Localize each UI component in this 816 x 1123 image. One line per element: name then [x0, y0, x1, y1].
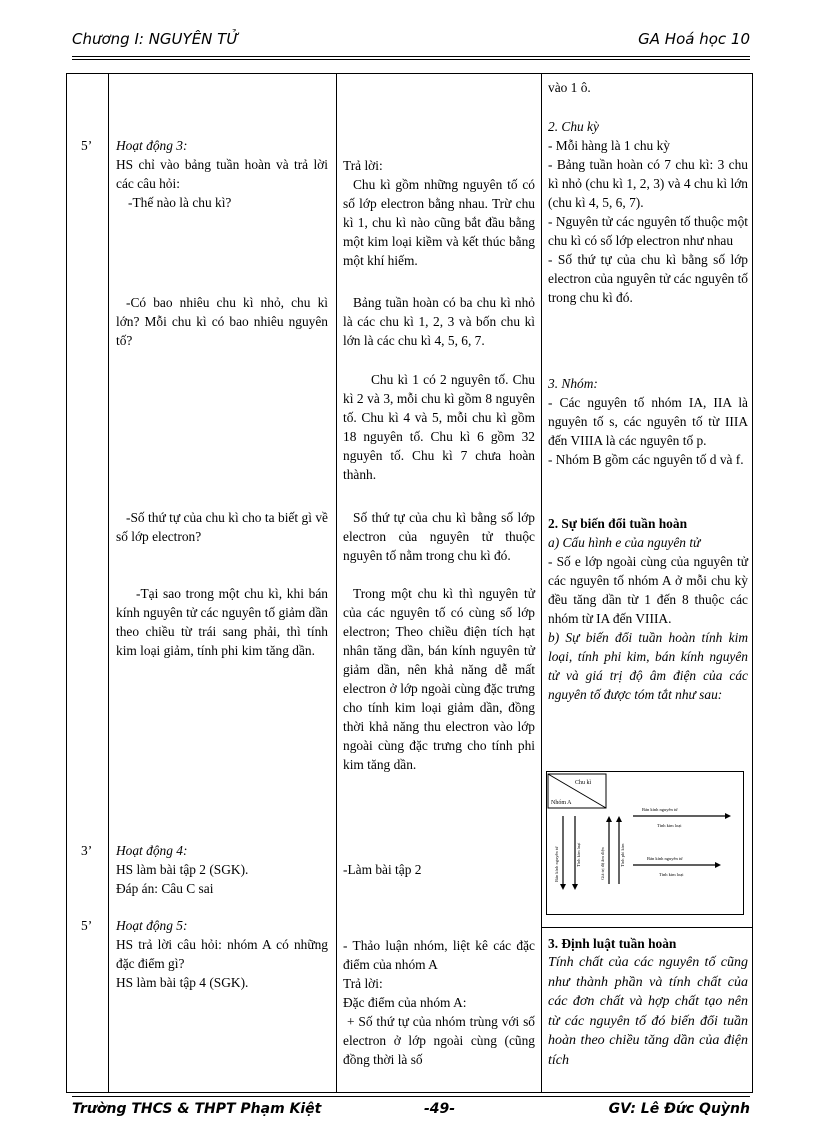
answer-so-lop: Số thứ tự của chu kì bằng số lớp electron của nguyên tử thuộc nguyên tố nằm trong chu kì đó. [343, 510, 535, 563]
student-activity-column [337, 74, 542, 1093]
arrow1-bottom-label: Tính kim loại [657, 823, 682, 828]
activity-3-intro: HS chỉ vào bảng tuần hoàn và trả lời các câu hỏi: [116, 157, 328, 191]
arrow-vertical-head-3 [606, 816, 612, 822]
header-rule-thin [72, 59, 750, 60]
content-top-line: vào 1 ô. [548, 80, 591, 95]
arrow-vertical-head-2 [572, 884, 578, 890]
school-name: Trường THCS & THPT Phạm Kiệt [72, 1101, 322, 1117]
arrow-head-2 [715, 862, 721, 868]
question-chu-ki: -Thế nào là chu kì? [128, 195, 232, 210]
footer-rule [72, 1096, 750, 1097]
nhom-item-2: - Nhóm B gồm các nguyên tố d và f. [548, 452, 744, 467]
activity-5-answer-label: Trả lời: [343, 976, 383, 991]
page-number: -49- [424, 1101, 456, 1117]
activity-5 [116, 916, 328, 992]
activity-4-title: Hoạt động 4: [116, 843, 188, 858]
header-rule [72, 56, 750, 57]
cau-hinh-title: a) Cấu hình e của nguyên tử [548, 535, 701, 550]
vertical-label-3: Giá trị độ âm điện [600, 847, 605, 880]
section-dinh-luat [548, 934, 748, 1070]
activity-4-answer: Đáp án: Câu C sai [116, 881, 214, 896]
activity-3-title: Hoạt động 3: [116, 138, 188, 153]
dinh-luat-text: Tính chất của các nguyên tố cũng như thành phần và tính chất của các đơn chất và hợp chất tạo nên từ các nguyên tố đó biến đổi tuần hoàn theo chiều tăng dần của điện tích [548, 955, 748, 1068]
chapter-title: Chương I: NGUYÊN TỬ [72, 30, 239, 48]
nhom-item-1: - Các nguyên tố nhóm IA, IIA là nguyên tố s, các nguyên tố từ IIIA đến VIIIA là các nguyên tố p. [548, 395, 748, 448]
teacher-name: GV: Lê Đức Quỳnh [608, 1101, 750, 1117]
time-row-1: 5’ [81, 138, 93, 153]
answer-ban-kinh: Trong một chu kì thì nguyên tử của các nguyên tố có cùng số lớp electron; Theo chiều điện tích hạt nhân tăng dần, bán kính nguyên tử giảm dần, nên khả năng dễ mất electron ở lớp ngoài cùng đặc trưng cho tính kim loại giảm dần, đồng thời khả năng thu electron vào lớp ngoài cùng đặc trưng cho tính phi kim tăng dần. [343, 586, 535, 772]
vertical-label-4: Tính phi kim [620, 843, 625, 867]
question-so-lop: -Số thứ tự của chu kì cho ta biết gì về số lớp electron? [116, 510, 328, 544]
vertical-label-2: Tính kim loại [576, 842, 581, 867]
chu-ky-item-4: - Số thứ tự của chu kì bằng số lớp electron của nguyên tử các nguyên tố trong chu kì đó. [548, 252, 748, 305]
arrow-vertical-head-1 [560, 884, 566, 890]
arrow-vertical-head-4 [616, 816, 622, 822]
section-nhom [548, 374, 748, 469]
arrow2-bottom-label: Tính kim loại [659, 872, 684, 877]
question-chu-ki-count: -Có bao nhiêu chu kì nhỏ, chu kì lớn? Mỗi chu kì có bao nhiêu nguyên tố? [116, 295, 328, 348]
section-bien-doi-title: 2. Sự biến đổi tuần hoàn [548, 516, 688, 531]
section-divider [542, 927, 752, 928]
answer-chu-ki: Chu kì gồm những nguyên tố có số lớp electron bằng nhau. Trừ chu kì 1, chu kì nào cũng bắt đầu bằng một kim loại kiềm và kết thúc bằng một khí hiếm. [343, 177, 535, 268]
chu-ky-item-3: - Nguyên tử các nguyên tố thuộc một chu kì có số lớp electron như nhau [548, 214, 748, 248]
activity-5-feature-1: + Số thứ tự của nhóm trùng với số electron ở lớp ngoài cùng (cũng đồng thời là số [343, 1014, 535, 1067]
question-ban-kinh: -Tại sao trong một chu kì, khi bán kính nguyên tử các nguyên tố giảm dần theo chiều từ trái sang phải, thì tính kim loại giảm, tính phi kim tăng dần. [116, 586, 328, 658]
time-column [67, 74, 109, 1093]
page-footer [72, 1101, 750, 1121]
activity-4 [116, 841, 328, 898]
arrow2-top-label: Bán kính nguyên tử [647, 856, 683, 861]
periodic-trend-diagram [546, 771, 744, 915]
arrow-head-1 [725, 813, 731, 819]
section-nhom-title: 3. Nhóm: [548, 376, 598, 391]
answer-label: Trả lời: [343, 158, 383, 173]
page-header [72, 28, 750, 54]
time-row-3: 5’ [81, 918, 93, 933]
chu-ky-item-2: - Bảng tuần hoàn có 7 chu kì: 3 chu kì nhỏ (chu kì 1, 2, 3) và 4 chu kì lớn (chu kì 4, 5, 6, 7). [548, 157, 748, 210]
corner-left-label: Nhóm A [551, 800, 572, 806]
subject-label: GA Hoá học 10 [638, 30, 750, 48]
section-dinh-luat-title: 3. Định luật tuần hoàn [548, 936, 677, 951]
section-chu-ky [548, 117, 748, 307]
vertical-label-1: Bán kính nguyên tử [554, 846, 559, 882]
bien-doi-text: b) Sự biến đổi tuần hoàn tính kim loại, tính phi kim, bán kính nguyên tử và giá trị độ âm điện của các nguyên tố được tóm tắt như sau: [548, 630, 748, 702]
trend-diagram-svg [547, 772, 743, 914]
activity-3 [116, 136, 328, 212]
activity-5-features-label: Đặc điểm của nhóm A: [343, 995, 467, 1010]
section-chu-ky-title: 2. Chu kỳ [548, 119, 599, 134]
activity-4-task: HS làm bài tập 2 (SGK). [116, 862, 249, 877]
arrow1-top-label: Bán kính nguyên tử [642, 807, 678, 812]
chu-ky-item-1: - Mỗi hàng là 1 chu kỳ [548, 138, 670, 153]
answer-so-nguyen-to: Chu kì 1 có 2 nguyên tố. Chu kì 2 và 3, mỗi chu kì gồm 8 nguyên tố. Chu kì 4 và 5, mỗi chu kì gồm 18 nguyên tố. Chu kì 6 gồm 32 nguyên tố. Chu kì 7 chưa hoàn thành. [343, 372, 535, 482]
cau-hinh-text: - Số e lớp ngoài cùng của nguyên tử các nguyên tố nhóm A ở mỗi chu kỳ đều tăng dần từ 1 đến 8 thuộc các nhóm từ IA đến VIIIA. [548, 554, 748, 626]
activity-5-question: HS trả lời câu hỏi: nhóm A có những đặc điểm gì? [116, 937, 328, 971]
lesson-table [66, 73, 753, 1093]
teacher-activity-column [109, 74, 337, 1093]
content-column [542, 74, 753, 1093]
activity-5-task: HS làm bài tập 4 (SGK). [116, 975, 249, 990]
answer-chu-ki-count: Bảng tuần hoàn có ba chu kì nhỏ là các chu kì 1, 2, 3 và bốn chu kì lớn là các chu kì 4, 5, 6, 7. [343, 295, 535, 348]
time-row-2: 3’ [81, 843, 93, 858]
corner-top-label: Chu kì [575, 780, 592, 786]
activity-5-student [343, 936, 535, 1069]
activity-5-title: Hoạt động 5: [116, 918, 188, 933]
activity-5-discussion: - Thảo luận nhóm, liệt kê các đặc điểm của nhóm A [343, 938, 535, 972]
activity-4-student: -Làm bài tập 2 [343, 862, 422, 877]
section-bien-doi [548, 514, 748, 704]
